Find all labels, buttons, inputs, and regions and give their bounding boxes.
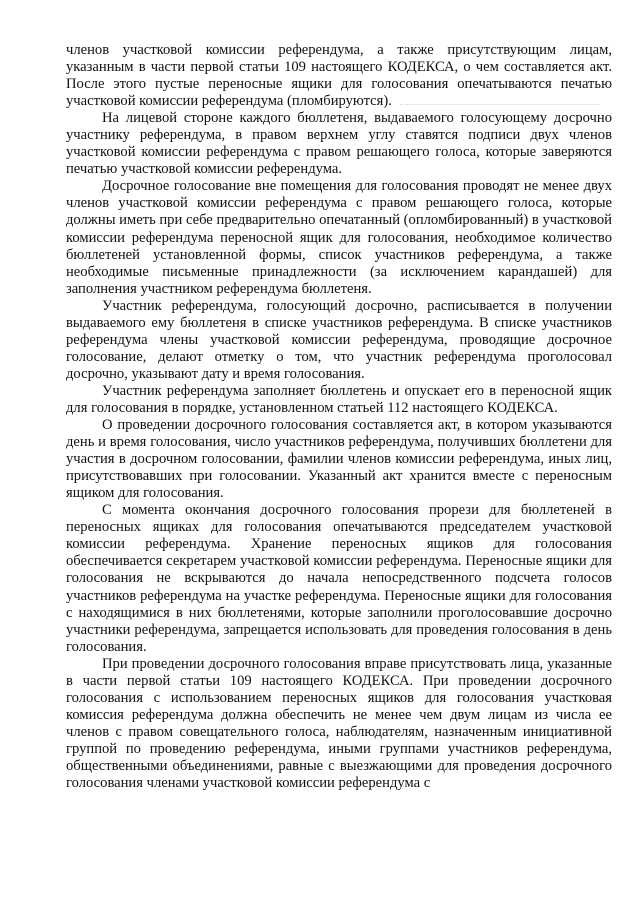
paragraph-sealing: С момента окончания досрочного голосования прорези для бюллетеней в переносных ящиках для голосования опечатываются председателем участковой комиссии референдума. Хранение переносных ящиков для голосования обеспечивается секретарем участковой комиссии референдума. Переносные ящики для голосования не вскрываются до начала непосредственного подсчета голосов участников референдума на участке референдума. Переносные ящики для голосования с находящимися в них бюллетенями, которые заполнили проголосовавшие досрочно участники референдума, запрещается использовать для проведения голосования в день голосования.	[66, 502, 612, 655]
paragraph-early-voting-outside: Досрочное голосование вне помещения для голосования проводят не менее двух членов участковой комиссии референдума с правом решающего голоса, которые должны иметь при себе предварительно опечатанный (опломбированный) в участковой комиссии референдума переносной ящик для голосования, необходимое количество бюллетеней установленной формы, список участников референдума, а также необходимые письменные принадлежности (за исключением карандашей) для заполнения участником референдума бюллетеня.	[66, 178, 612, 297]
paragraph-voter-signature: Участник референдума, голосующий досрочно, расписывается в получении выдаваемого ему бюллетеня в списке участников референдума. В списке участников референдума члены участковой комиссии референдума, проводящие досрочное голосование, делают отметку о том, что участник референдума проголосовал досрочно, указывают дату и время голосования.	[66, 297, 612, 382]
document-page	[66, 42, 612, 792]
paragraph-act: О проведении досрочного голосования составляется акт, в котором указываются день и время голосования, число участников референдума, получивших бюллетени для участия в досрочном голосовании, фамилии членов комиссии референдума, иных лиц, присутствовавших при голосовании. Указанный акт хранится вместе с переносным ящиком для голосования.	[66, 417, 612, 502]
paragraph-ballot-signatures: На лицевой стороне каждого бюллетеня, выдаваемого голосующему досрочно участнику референдума, в правом верхнем углу ставятся подписи двух членов участковой комиссии референдума с правом решающего голоса, которые заверяются печатью участковой комиссии референдума.	[66, 110, 612, 178]
paragraph-ballot-filling: Участник референдума заполняет бюллетень и опускает его в переносной ящик для голосования в порядке, установленном статьей 112 настоящего КОДЕКСА.	[66, 382, 612, 416]
paragraph-continuation: членов участковой комиссии референдума, а также присутствующим лицам, указанным в части первой статьи 109 настоящего КОДЕКСА, о чем составляется акт. После этого пустые переносные ящики для голосования опечатываются печатью участковой комиссии референдума (пломбируются).	[66, 42, 612, 110]
paragraph-observers: При проведении досрочного голосования вправе присутствовать лица, указанные в части первой статьи 109 настоящего КОДЕКСА. При проведении досрочного голосования с использованием переносных ящиков для голосования участковая комиссия референдума должна обеспечить не менее чем двум лицам из числа ее членов с правом совещательного голоса, наблюдателям, назначенным инициативной группой по проведению референдума, иными группами участников референдума, общественными объединениями, равные с выезжающими для проведения досрочного голосования членами участковой комиссии референдума с	[66, 655, 612, 792]
scan-artifact	[400, 104, 600, 106]
